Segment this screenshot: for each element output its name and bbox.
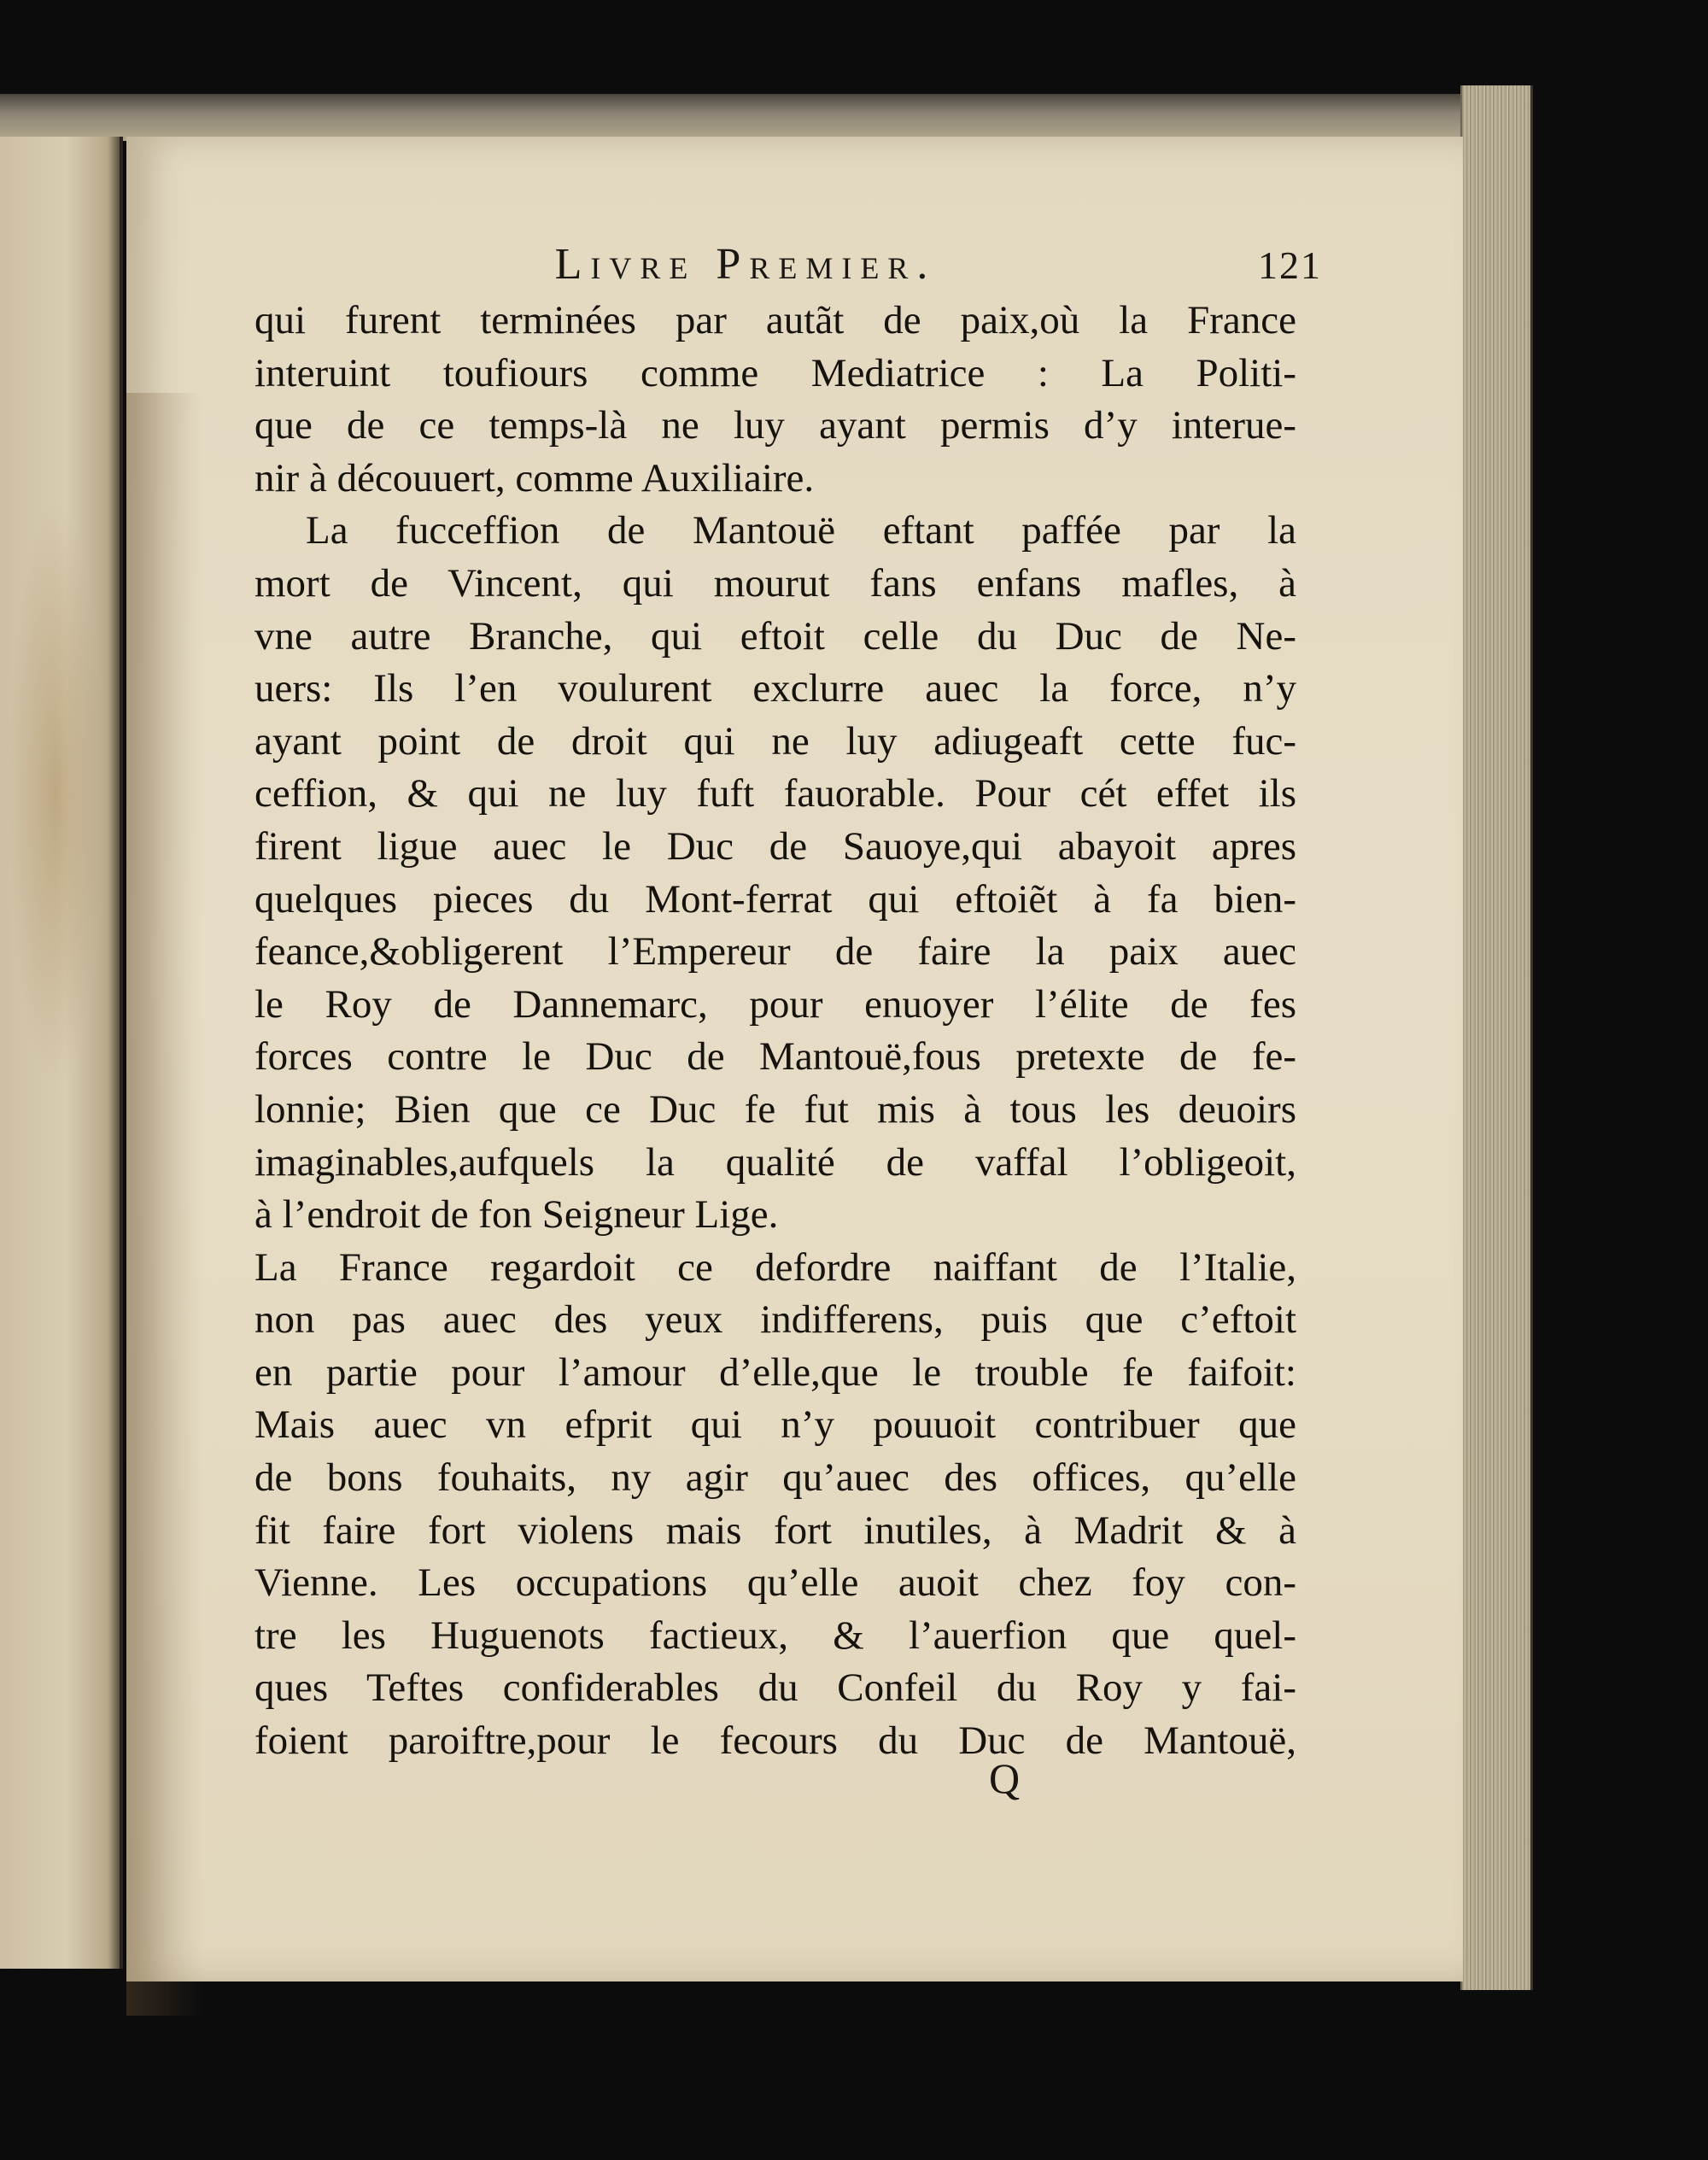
body-text: [254, 295, 1296, 1768]
text-line: interuint toufiours comme Mediatrice : La Politi-: [254, 350, 1296, 395]
text-line: non pas auec des yeux indifferens, puis que c’eftoit: [254, 1297, 1296, 1343]
text-line: Vienne. Les occupations qu’elle auoit chez foy con-: [254, 1560, 1296, 1606]
text-line: qui furent terminées par autãt de paix,où la France: [254, 298, 1296, 342]
text-line: mort de Vincent, qui mourut fans enfans mafles, à: [254, 560, 1296, 606]
gutter-shadow: [126, 393, 203, 2016]
text-line: en partie pour l’amour d’elle,que le trouble fe faifoit:: [254, 1349, 1296, 1395]
fore-edge: [1460, 85, 1533, 1990]
running-title: Livre Premier.: [554, 240, 937, 289]
text-line: La fucceffion de Mantouë eftant paffée par la: [306, 508, 1296, 553]
text-line: imaginables,aufquels la qualité de vaffal l’obligeoit,: [254, 1139, 1296, 1185]
text-line: firent ligue auec le Duc de Sauoye,qui abayoit apres: [254, 823, 1296, 869]
text-line: fit faire fort violens mais fort inutiles, à Madrit & à: [254, 1507, 1296, 1553]
text-line: La France regardoit ce defordre naiffant de l’Italie,: [254, 1244, 1296, 1290]
text-line: vne autre Branche, qui eftoit celle du Duc de Ne-: [254, 613, 1296, 659]
text-line: ayant point de droit qui ne luy adiugeaft cette fuc-: [254, 718, 1296, 764]
left-page-edge: [0, 137, 123, 1969]
running-head: [254, 239, 1322, 299]
text-line: Mais auec vn efprit qui n’y pouuoit contribuer que: [254, 1402, 1296, 1448]
catchword: Q: [989, 1754, 1021, 1802]
text-line: ceffion, & qui ne luy fuft fauorable. Pour cét effet ils: [254, 771, 1296, 817]
text-line: ques Teftes confiderables du Confeil du Roy y fai-: [254, 1665, 1296, 1711]
foxing-stain: [9, 495, 102, 1093]
top-page-edges: [0, 94, 1520, 141]
text-line: forces contre le Duc de Mantouë,fous pretexte de fe-: [254, 1034, 1296, 1080]
page-number: 121: [1258, 243, 1322, 287]
text-line: quelques pieces du Mont-ferrat qui eftoiẽt à fa bien-: [254, 876, 1296, 922]
text-line: tre les Huguenots factieux, & l’auerfion que quel-: [254, 1613, 1296, 1658]
text-line: à l’endroit de fon Seigneur Lige.: [254, 1192, 779, 1238]
text-line: le Roy de Dannemarc, pour enuoyer l’élite de fes: [254, 981, 1296, 1027]
text-line: nir à découuert, comme Auxiliaire.: [254, 455, 815, 500]
text-line: foient paroiftre,pour le fecours du Duc de Mantouë,: [254, 1718, 1296, 1764]
text-line: uers: Ils l’en voulurent exclurre auec la force, n’y: [254, 666, 1296, 711]
text-line: que de ce temps-là ne luy ayant permis d’y interue-: [254, 403, 1296, 448]
text-line: lonnie; Bien que ce Duc fe fut mis à tous les deuoirs: [254, 1086, 1296, 1132]
text-line: de bons fouhaits, ny agir qu’auec des offices, qu’elle: [254, 1455, 1296, 1501]
right-page: [126, 137, 1463, 1981]
text-line: feance,&obligerent l’Empereur de faire la paix auec: [254, 929, 1296, 975]
